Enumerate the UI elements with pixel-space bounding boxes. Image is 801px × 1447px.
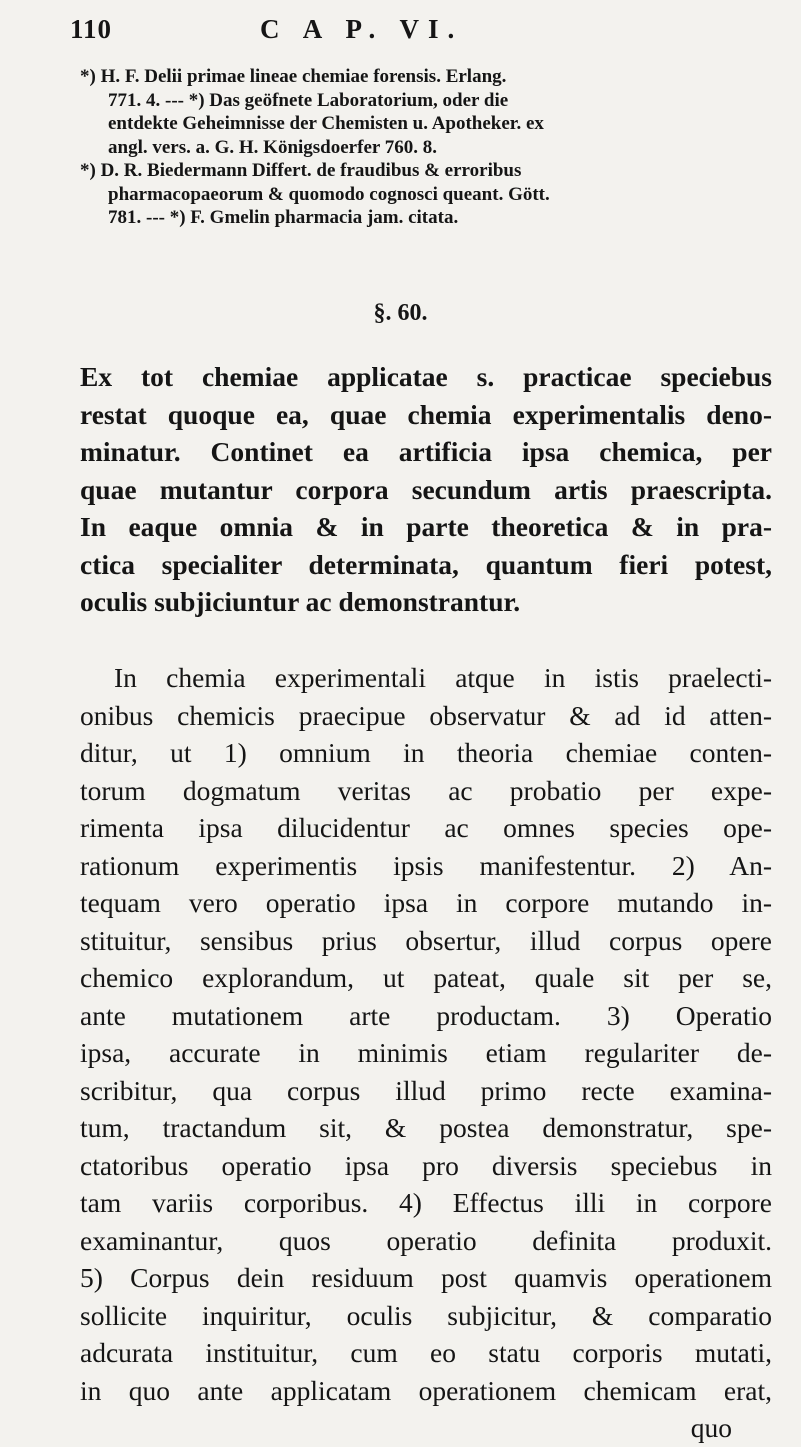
text-line: onibus chemicis praecipue observatur & ad id atten- <box>80 699 772 731</box>
footnote-line: 771. 4. --- *) Das geöfnete Laboratorium, oder die <box>108 89 509 111</box>
text-line: Ex tot chemiae applicatae s. practicae speciebus <box>80 361 772 392</box>
page-header <box>70 14 770 48</box>
text-line: ipsa, accurate in minimis etiam regulariter de- <box>80 1037 772 1068</box>
catchword: quo <box>690 1412 732 1443</box>
footnote-line: angl. vers. a. G. H. Königsdoerfer 760. 8. <box>108 136 437 158</box>
text-line: sollicite inquiritur, oculis subjicitur, & comparatio <box>80 1299 772 1331</box>
text-line: ditur, ut 1) omnium in theoria chemiae conten- <box>80 737 772 768</box>
footnote-line: 781. --- *) F. Gmelin pharmacia jam. citata. <box>108 207 459 228</box>
text-line: oculis subjiciuntur ac demonstrantur. <box>80 586 521 617</box>
footnote-line: *) H. F. Delii primae lineae chemiae forensis. Erlang. <box>80 66 507 87</box>
text-line: stituitur, sensibus prius obsertur, illud corpus opere <box>80 924 772 956</box>
text-line: quae mutantur corpora secundum artis praescripta. <box>80 473 772 505</box>
text-line: adcurata instituitur, cum eo statu corporis mutati, <box>80 1337 772 1368</box>
text-line: tum, tractandum sit, & postea demonstratur, spe- <box>80 1112 772 1143</box>
text-line: rimenta ipsa dilucidentur ac omnes species ope- <box>80 812 772 843</box>
text-line: ctica specialiter determinata, quantum fieri potest, <box>80 548 772 580</box>
text-line: chemico explorandum, ut pateat, quale sit per se, <box>80 962 772 993</box>
text-line: ctatoribus operatio ipsa pro diversis speciebus in <box>80 1149 772 1181</box>
paragraph-2 <box>80 659 772 1447</box>
footnote-line: pharmacopaeorum & quomodo cognosci queant. Gött. <box>108 183 550 205</box>
text-line: 5) Corpus dein residuum post quamvis operationem <box>80 1262 772 1293</box>
footnote-line: entdekte Geheimnisse der Chemisten u. Apotheker. ex <box>108 113 544 134</box>
text-line: examinantur, quos operatio definita produxit. <box>80 1224 772 1256</box>
text-line: tam variis corporibus. 4) Effectus illi in corpore <box>80 1187 772 1218</box>
text-line: scribitur, qua corpus illud primo recte examina- <box>80 1074 772 1106</box>
text-line: in quo ante applicatam operationem chemicam erat, <box>80 1374 772 1406</box>
text-line: minatur. Continet ea artificia ipsa chemica, per <box>80 436 772 467</box>
section-heading: §. 60. <box>373 300 428 326</box>
page-number: 110 <box>70 14 113 44</box>
text-line: rationum experimentis ipsis manifestentur. 2) An- <box>80 849 772 881</box>
text-line: ante mutationem arte productam. 3) Operatio <box>80 999 772 1031</box>
text-line: torum dogmatum veritas ac probatio per expe- <box>80 774 772 806</box>
footnote-line: *) D. R. Biedermann Differt. de fraudibus & erroribus <box>80 160 522 181</box>
running-head: C A P. VI. <box>260 14 464 44</box>
text-line: In chemia experimentali atque in istis praelecti- <box>114 662 772 693</box>
text-line: tequam vero operatio ipsa in corpore mutando in- <box>80 887 772 918</box>
text-line: restat quoque ea, quae chemia experimentalis deno- <box>80 398 772 430</box>
text-line: In eaque omnia & in parte theoretica & in pra- <box>80 511 772 542</box>
paragraph-1 <box>80 358 772 621</box>
footnotes <box>80 65 770 230</box>
